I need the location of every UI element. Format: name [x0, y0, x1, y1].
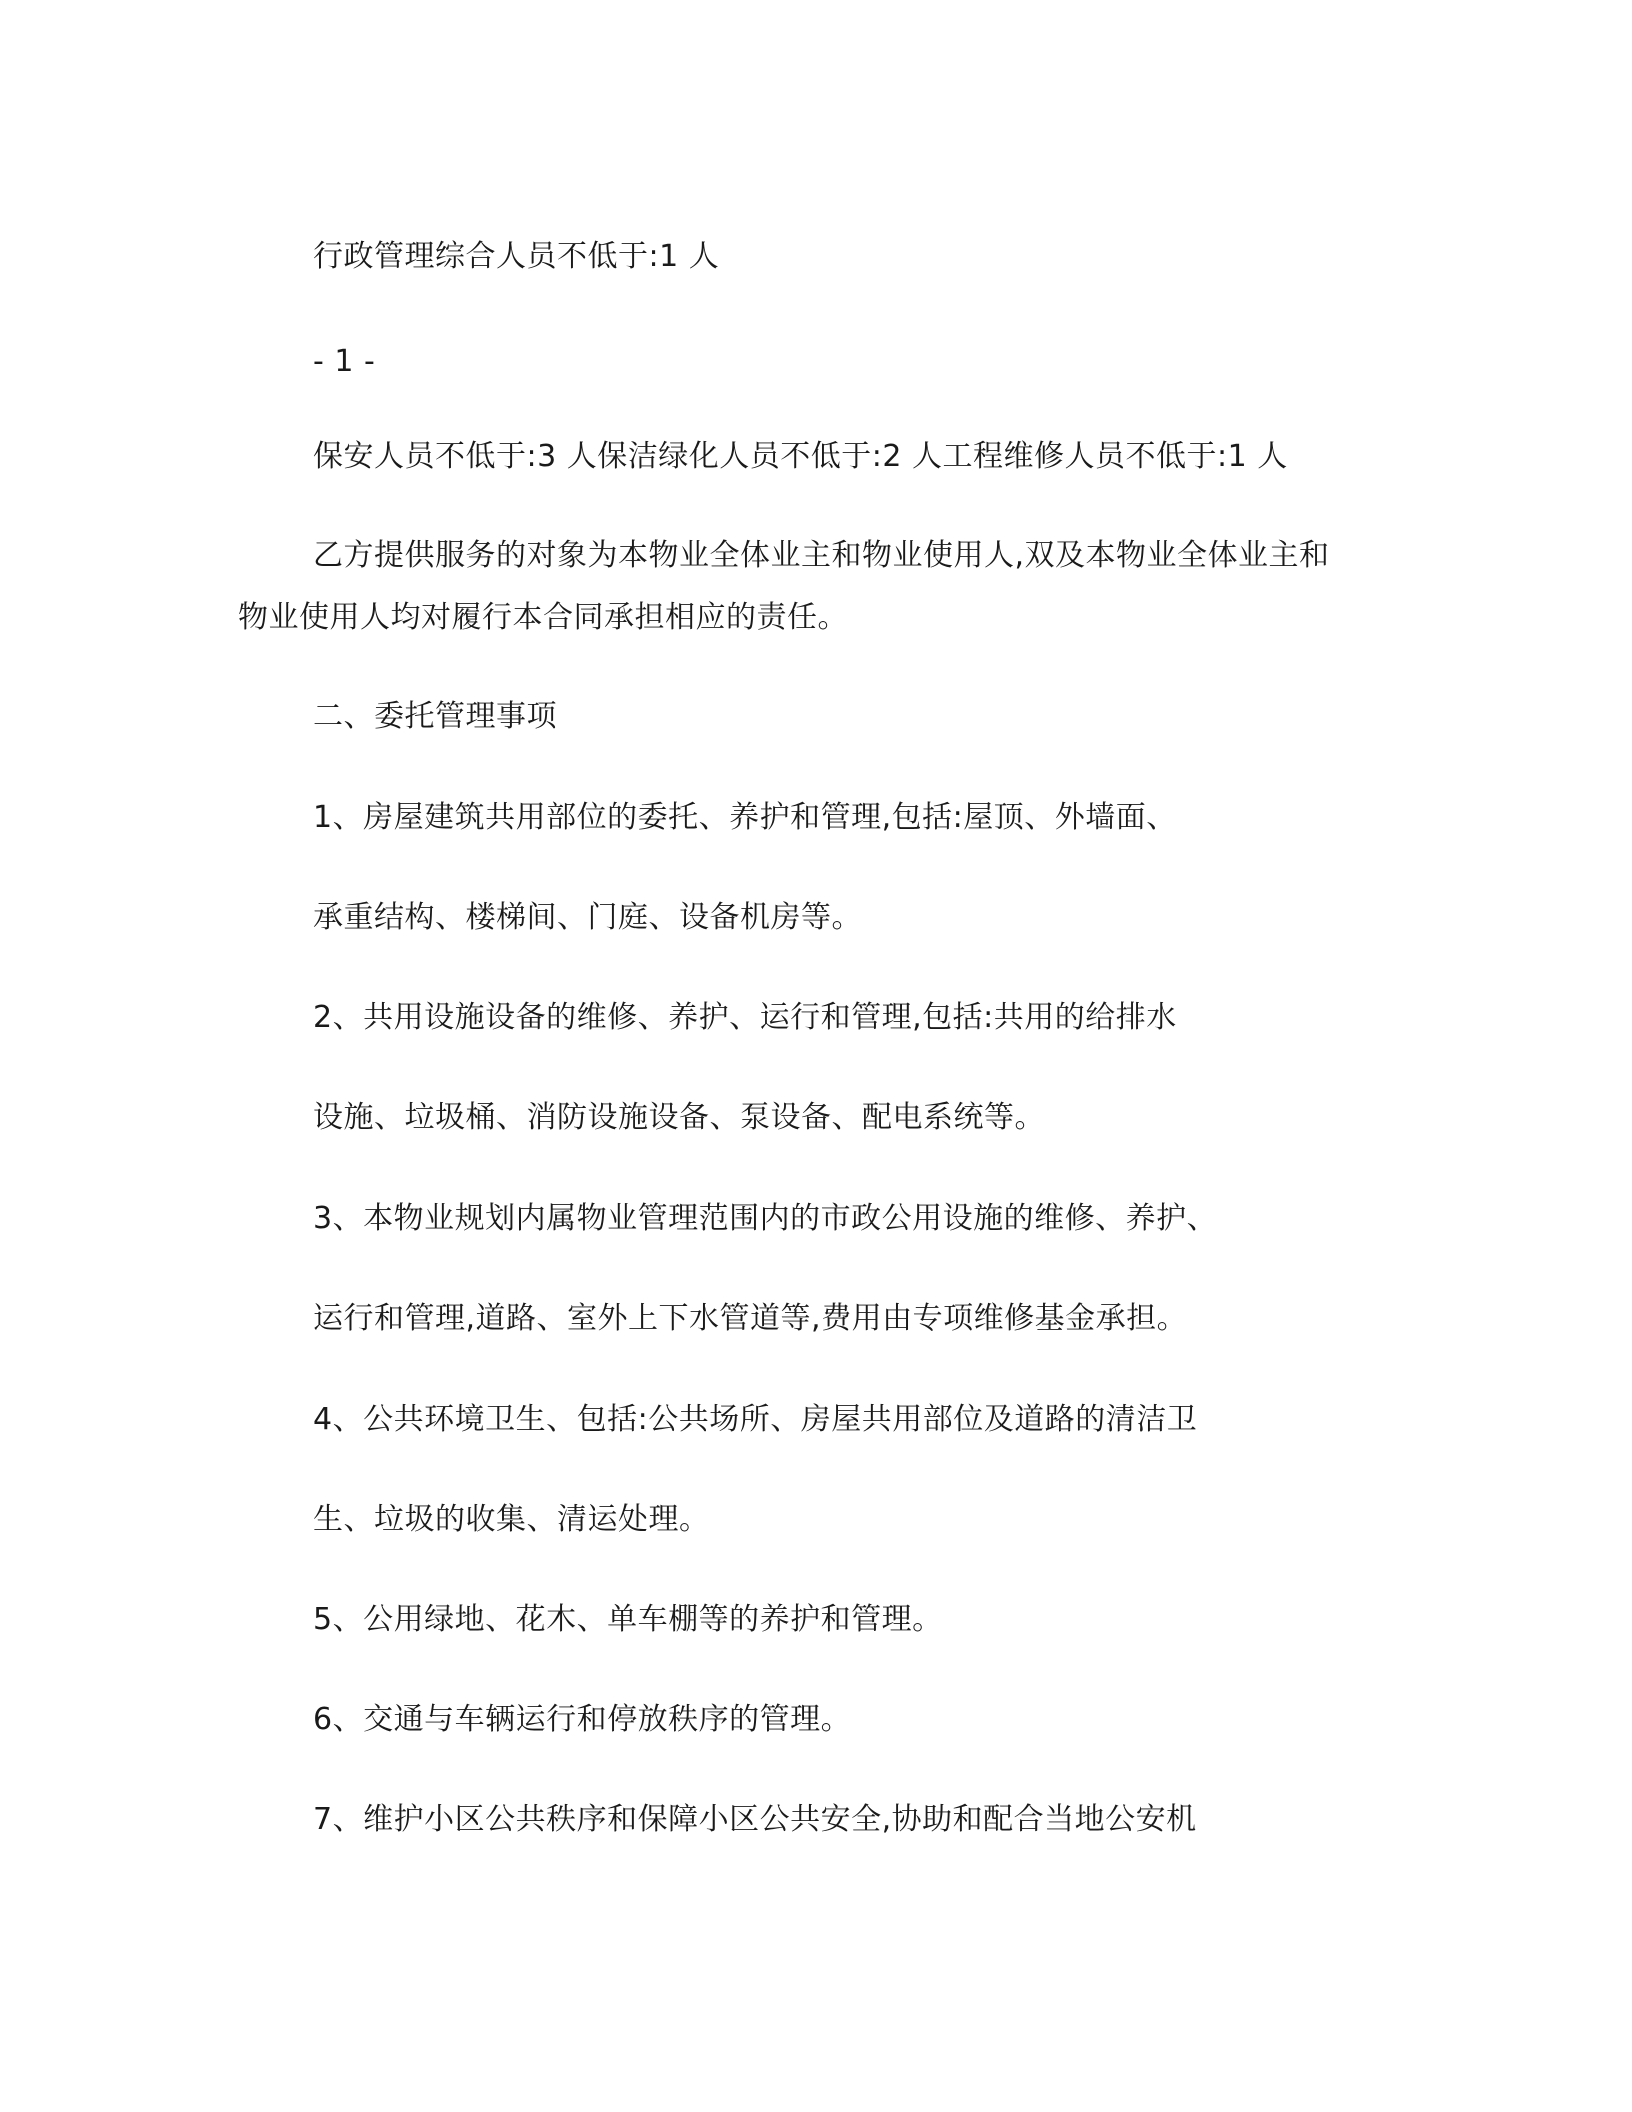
item-2-line-2: 设施、垃圾桶、消防设施设备、泵设备、配电系统等。: [313, 1100, 1045, 1135]
item-2-line-1: 2、共用设施设备的维修、养护、运行和管理,包括:共用的给排水: [313, 1000, 1177, 1035]
staff-admin-line: 行政管理综合人员不低于:1 人: [313, 239, 720, 274]
page-number: - 1 -: [313, 344, 376, 379]
item-1-line-2: 承重结构、楼梯间、门庭、设备机房等。: [313, 900, 862, 935]
item-4-line-1: 4、公共环境卫生、包括:公共场所、房屋共用部位及道路的清洁卫: [313, 1402, 1198, 1437]
item-3-line-1: 3、本物业规划内属物业管理范围内的市政公用设施的维修、养护、: [313, 1201, 1218, 1236]
service-target-paragraph-line-2: 物业使用人均对履行本合同承担相应的责任。: [238, 600, 848, 635]
item-3-line-2: 运行和管理,道路、室外上下水管道等,费用由专项维修基金承担。: [313, 1301, 1188, 1336]
staff-security-cleaning-line: 保安人员不低于:3 人保洁绿化人员不低于:2 人工程维修人员不低于:1 人: [313, 439, 1288, 474]
item-1-line-1: 1、房屋建筑共用部位的委托、养护和管理,包括:屋顶、外墙面、: [313, 800, 1177, 835]
item-6-line: 6、交通与车辆运行和停放秩序的管理。: [313, 1702, 852, 1737]
item-4-line-2: 生、垃圾的收集、清运处理。: [313, 1502, 710, 1537]
item-5-line: 5、公用绿地、花木、单车棚等的养护和管理。: [313, 1602, 943, 1637]
item-7-line-1: 7、维护小区公共秩序和保障小区公共安全,协助和配合当地公安机: [313, 1802, 1197, 1837]
section-heading: 二、委托管理事项: [313, 699, 557, 734]
service-target-paragraph-line-1: 乙方提供服务的对象为本物业全体业主和物业使用人,双及本物业全体业主和: [313, 538, 1330, 573]
